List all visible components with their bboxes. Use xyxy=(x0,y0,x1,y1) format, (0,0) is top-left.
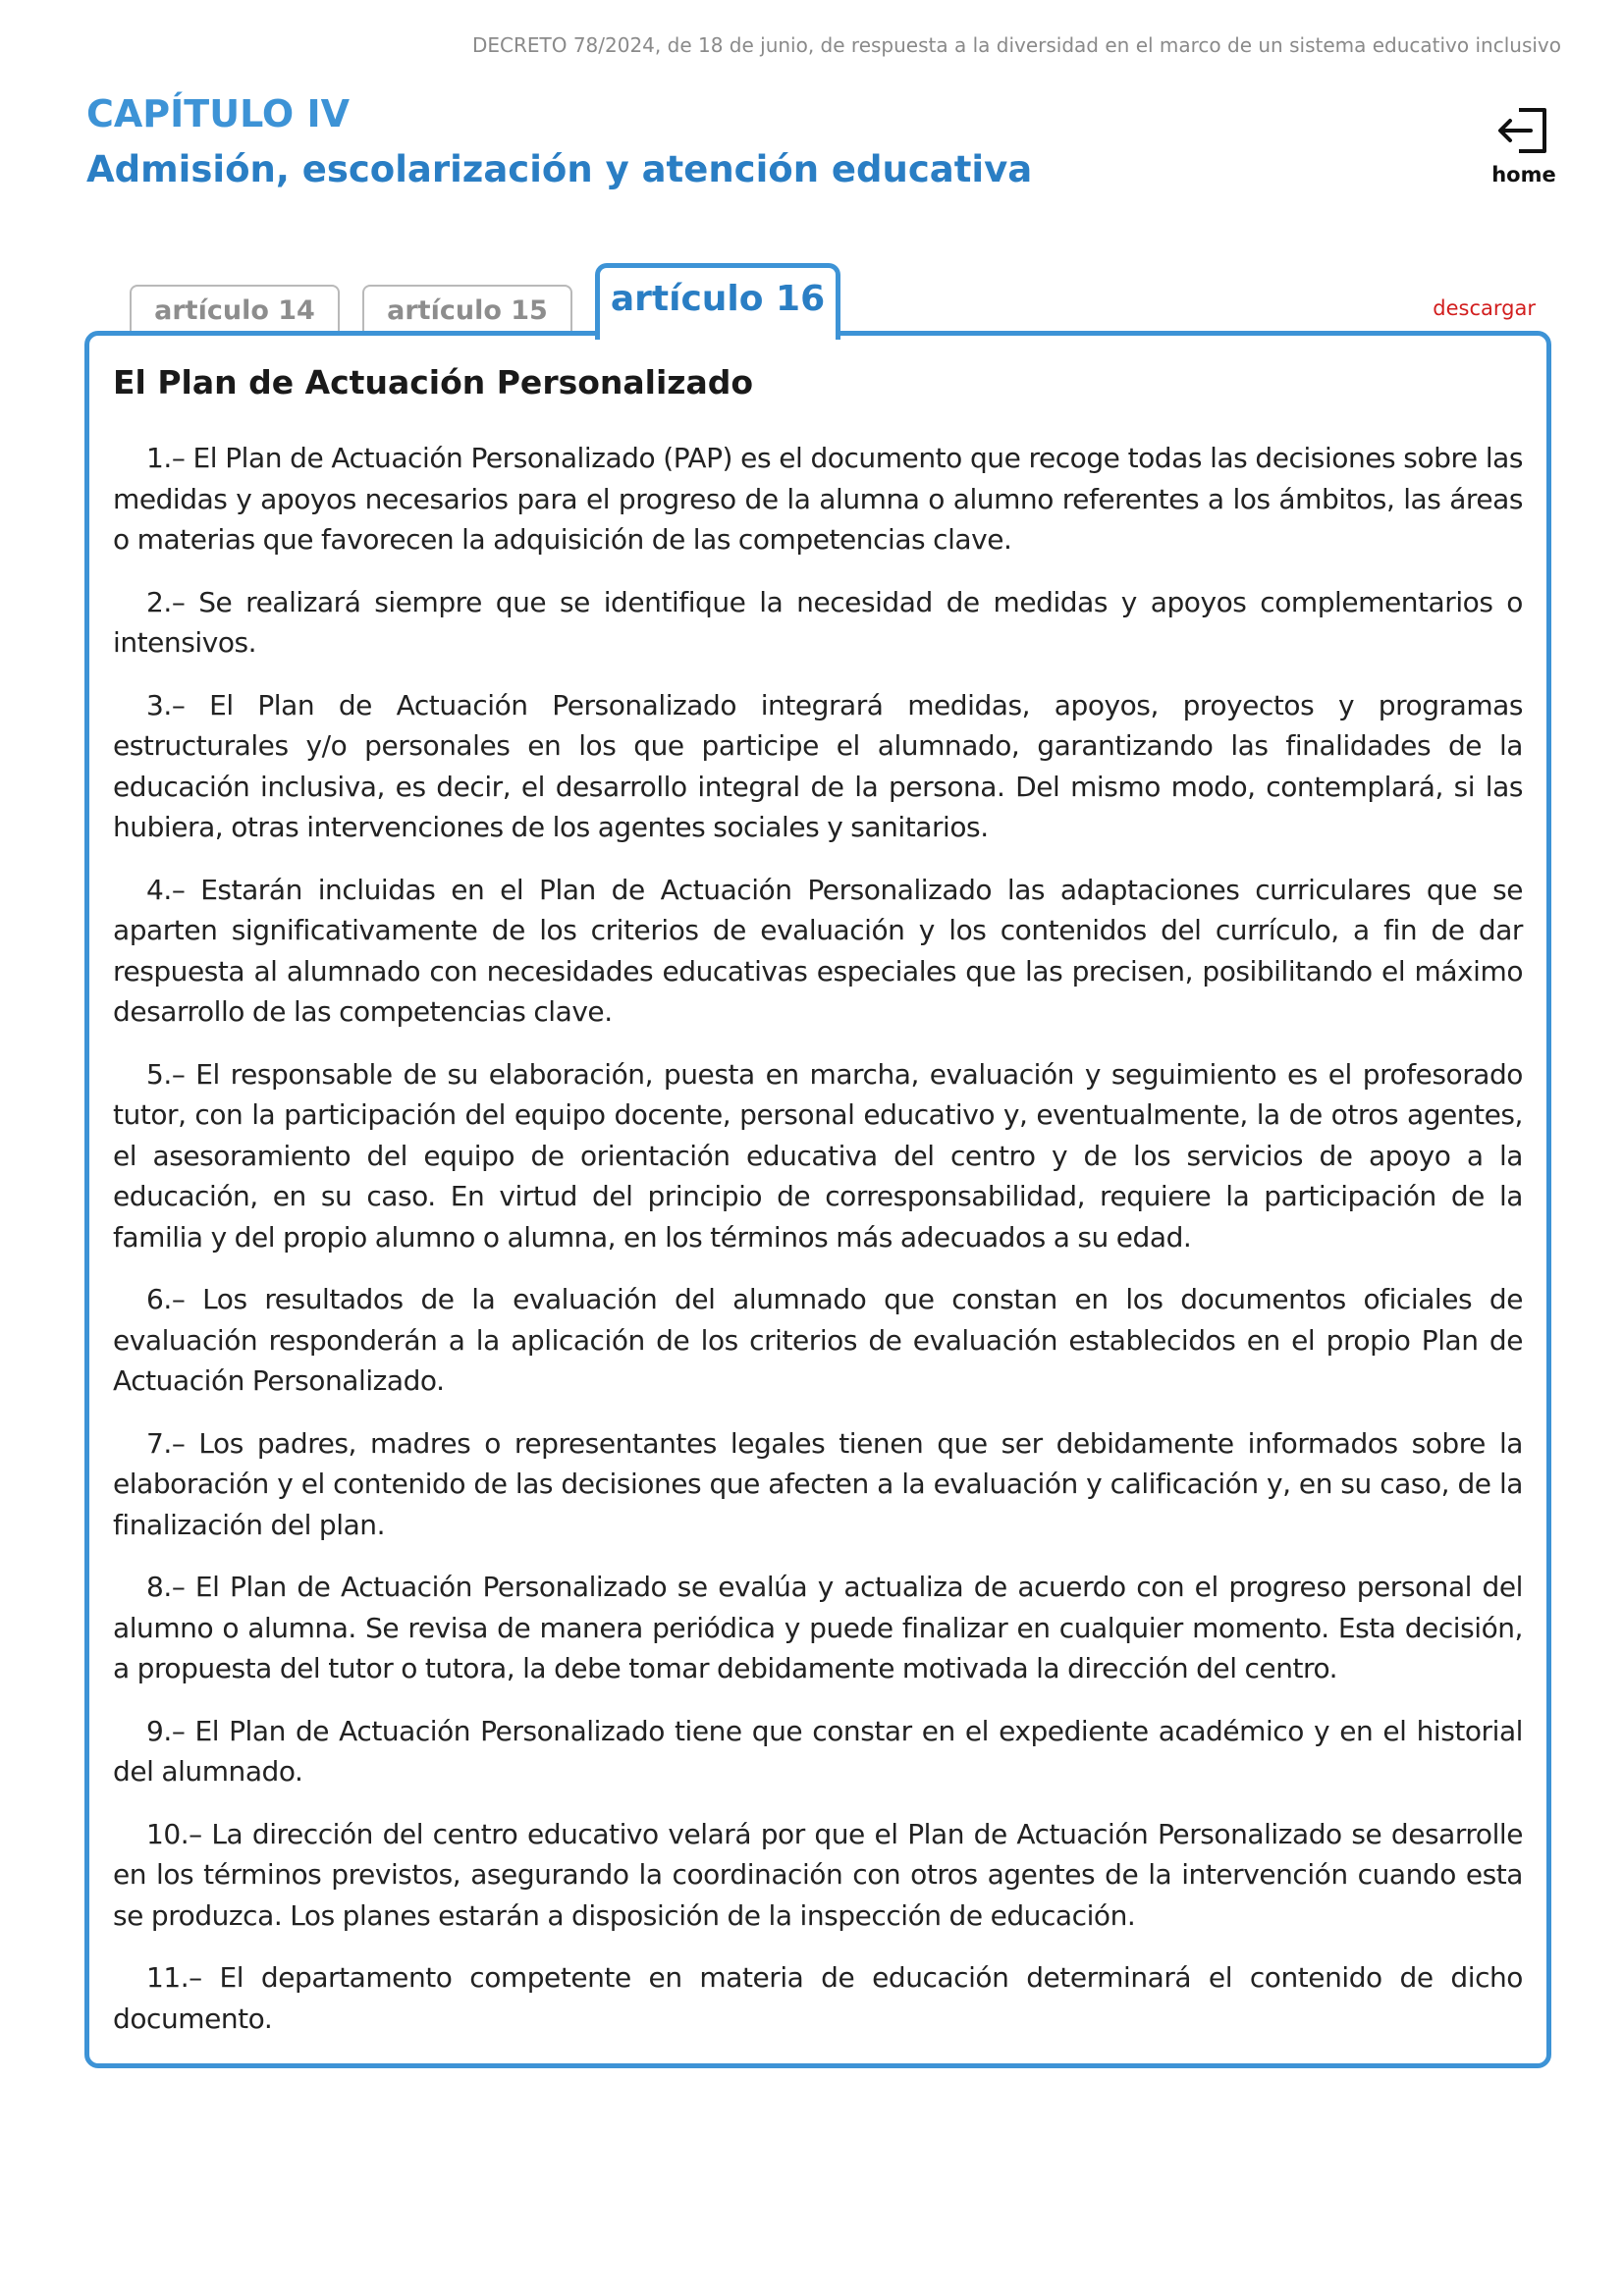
exit-door-icon xyxy=(1495,102,1552,159)
article-paragraph-5: 5.– El responsable de su elaboración, puesta en marcha, evaluación y seguimiento es el profesorado tutor, con la participación del equipo docente, personal educativo y, eventualmente, la de otros agentes, el asesoramiento del equipo de orientación educativa del centro y de los servicios de apoyo a la educación, en su caso. En virtud del principio de corresponsabilidad, requiere la participación de la familia y del propio alumno o alumna, en los términos más adecuados a su edad. xyxy=(113,1057,1523,1254)
article-paragraph-1: 1.– El Plan de Actuación Personalizado (PAP) es el documento que recoge todas las decisiones sobre las medidas y apoyos necesarios para el progreso de la alumna o alumno referentes a los ámbitos, las áreas o materias que favorecen la adquisición de las competencias clave. xyxy=(113,442,1523,556)
article-paragraph-4: 4.– Estarán incluidas en el Plan de Actuación Personalizado las adaptaciones curriculares que se aparten significativamente de los criterios de evaluación y los contenidos del currículo, a fin de dar respuesta al alumnado con necesidades educativas especiales que las precisen, posibilitando el máximo desarrollo de las competencias clave. xyxy=(113,873,1523,1028)
home-button[interactable] xyxy=(1485,102,1563,187)
article-title: El Plan de Actuación Personalizado xyxy=(113,363,754,401)
article-paragraph-8: 8.– El Plan de Actuación Personalizado se evalúa y actualiza de acuerdo con el progreso personal del alumno o alumna. Se revisa de manera periódica y puede finalizar en cualquier momento. Esta decisión, a propuesta del tutor o tutora, la debe tomar debidamente motivada la dirección del centro. xyxy=(113,1571,1523,1684)
article-paragraph-3: 3.– El Plan de Actuación Personalizado integrará medidas, apoyos, proyectos y programas estructurales y/o personales en los que participe el alumnado, garantizando las finalidades de la educación inclusiva, es decir, el desarrollo integral de la persona. Del mismo modo, contemplará, si las hubiera, otras intervenciones de los agentes sociales y sanitarios. xyxy=(113,688,1523,843)
tab-articulo-14[interactable]: artículo 14 xyxy=(130,285,340,336)
download-link[interactable]: descargar xyxy=(1433,296,1536,320)
chapter-label: CAPÍTULO IV xyxy=(86,92,351,135)
article-paragraph-2: 2.– Se realizará siempre que se identifique la necesidad de medidas y apoyos complementarios o intensivos. xyxy=(113,585,1523,659)
article-paragraph-6: 6.– Los resultados de la evaluación del alumnado que constan en los documentos oficiales de evaluación responderán a la aplicación de los criterios de evaluación establecidos en el propio Plan de Actuación Personalizado. xyxy=(113,1283,1523,1397)
article-body xyxy=(113,438,1523,2060)
article-paragraph-7: 7.– Los padres, madres o representantes legales tienen que ser debidamente informados sobre la elaboración y el contenido de las decisiones que afecten a la evaluación y calificación y, en su caso, de la finalización del plan. xyxy=(113,1426,1523,1541)
article-paragraph-9: 9.– El Plan de Actuación Personalizado tiene que constar en el expediente académico y en el historial del alumnado. xyxy=(113,1714,1523,1788)
chapter-heading xyxy=(86,90,1032,194)
running-header: DECRETO 78/2024, de 18 de junio, de respuesta a la diversidad en el marco de un sistema educativo inclusivo xyxy=(471,33,1561,57)
tab-articulo-16[interactable]: artículo 16 xyxy=(595,263,840,340)
home-label: home xyxy=(1491,163,1556,187)
article-tabs xyxy=(130,259,915,336)
article-paragraph-10: 10.– La dirección del centro educativo velará por que el Plan de Actuación Personalizado se desarrolle en los términos previstos, asegurando la coordinación con otros agentes de la intervención cuando esta se produzca. Los planes estarán a disposición de la inspección de educación. xyxy=(113,1817,1523,1932)
chapter-title: Admisión, escolarización y atención educativa xyxy=(86,148,1033,190)
article-paragraph-11: 11.– El departamento competente en materia de educación determinará el contenido de dicho documento. xyxy=(113,1961,1523,2035)
tab-articulo-15[interactable]: artículo 15 xyxy=(362,285,572,336)
